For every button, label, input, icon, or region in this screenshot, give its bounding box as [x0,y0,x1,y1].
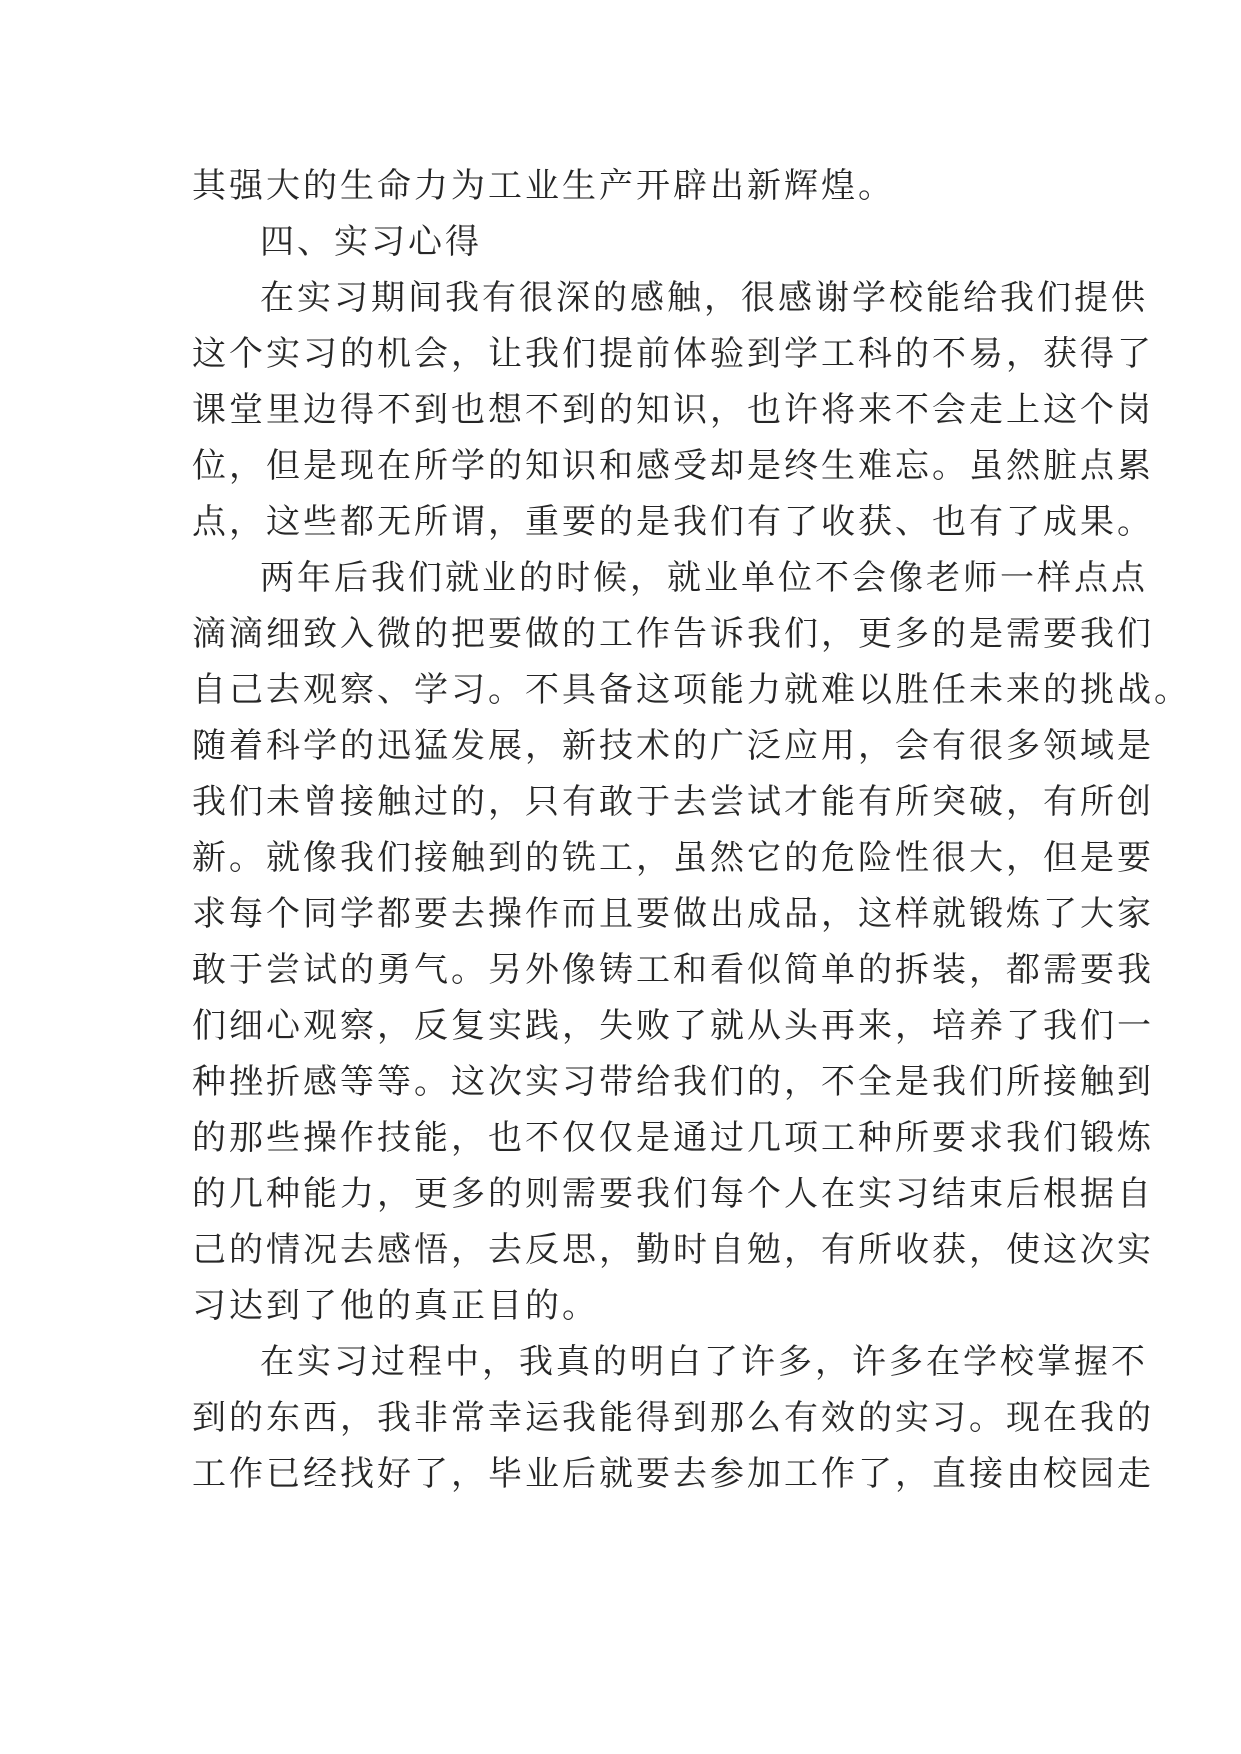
text-line: 我们未曾接触过的，只有敢于去尝试才能有所突破，有所创 [192,782,1154,822]
text-line: 敢于尝试的勇气。另外像铸工和看似简单的拆装，都需要我 [192,950,1154,990]
section-heading-text: 四、实习心得 [260,222,482,262]
text-line: 其强大的生命力为工业生产开辟出新辉煌。 [192,166,895,206]
text-line: 自己去观察、学习。不具备这项能力就难以胜任未来的挑战。 [192,670,1191,710]
document-body [192,158,1191,1502]
text-line: 在实习期间我有很深的感触，很感谢学校能给我们提供 [260,278,1148,318]
text-line: 课堂里边得不到也想不到的知识，也许将来不会走上这个岗 [192,390,1154,430]
text-line: 习达到了他的真正目的。 [192,1286,599,1326]
text-line: 到的东西，我非常幸运我能得到那么有效的实习。现在我的 [192,1398,1154,1438]
text-line: 种挫折感等等。这次实习带给我们的，不全是我们所接触到 [192,1062,1154,1102]
text-line: 求每个同学都要去操作而且要做出成品，这样就锻炼了大家 [192,894,1154,934]
text-line: 新。就像我们接触到的铣工，虽然它的危险性很大，但是要 [192,838,1154,878]
text-line: 位，但是现在所学的知识和感受却是终生难忘。虽然脏点累 [192,446,1154,486]
section-heading [192,214,1072,270]
text-line: 己的情况去感悟，去反思，勤时自勉，有所收获，使这次实 [192,1230,1154,1270]
text-line: 的几种能力，更多的则需要我们每个人在实习结束后根据自 [192,1174,1154,1214]
paragraph-2 [192,550,1191,1334]
text-line: 工作已经找好了，毕业后就要去参加工作了，直接由校园走 [192,1454,1154,1494]
text-line: 们细心观察，反复实践，失败了就从头再来，培养了我们一 [192,1006,1154,1046]
paragraph-continuation [192,158,1072,214]
text-line: 在实习过程中，我真的明白了许多，许多在学校掌握不 [260,1342,1148,1382]
text-line: 随着科学的迅猛发展，新技术的广泛应用，会有很多领域是 [192,726,1154,766]
paragraph-1 [192,270,1154,550]
text-line: 的那些操作技能，也不仅仅是通过几项工种所要求我们锻炼 [192,1118,1154,1158]
text-line: 两年后我们就业的时候，就业单位不会像老师一样点点 [260,558,1148,598]
text-line: 这个实习的机会，让我们提前体验到学工科的不易，获得了 [192,334,1154,374]
text-line: 点，这些都无所谓，重要的是我们有了收获、也有了成果。 [192,502,1154,542]
paragraph-3 [192,1334,1154,1502]
text-line: 滴滴细致入微的把要做的工作告诉我们，更多的是需要我们 [192,614,1154,654]
